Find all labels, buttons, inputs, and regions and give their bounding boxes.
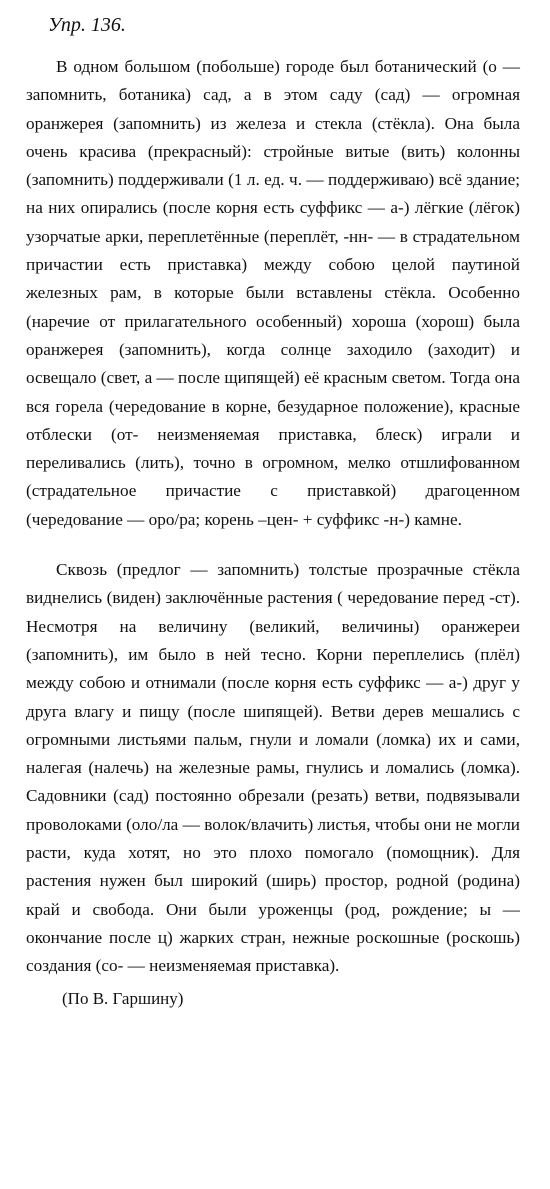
exercise-title: Упр. 136.: [48, 14, 126, 36]
paragraph-1: В одном большом (побольше) городе был ботанический (о — запомнить, ботаника) сад, а в этом саду (сад) — огромная оранжерея (запомнить) из железа и стекла (стёкла). Она была очень красива (прекрасный): стройные витые (вить) колонны (запомнить) поддерживали (1 л. ед. ч. — поддерживаю) всё здание; на них опирались (после корня есть суффикс — а-) лёгкие (лёгок) узорчатые арки, переплетённые (переплёт, -нн- — в страдательном причастии есть приставка) между собою целой паутиной железных рам, в которые были вставлены стёкла. Особенно (наречие от прилагательного особенный) хороша (хорош) была оранжерея (запомнить), когда солнце заходило (заходит) и освещало (свет, а — после щипящей) её красным светом. Тогда она вся горела (чередование в корне, безударное положение), красные отблески (от- неизменяемая приставка, блеск) играли и переливались (лить), точно в огромном, мелко отшлифованном (страдательное причастие с приставкой) драгоценном (чередование — оро/ра; корень –цен- + суффикс -н-) камне.: [26, 57, 521, 529]
source-attribution: (По В. Гаршину): [62, 988, 184, 1008]
paragraph-2: Сквозь (предлог — запомнить) толстые прозрачные стёкла виднелись (виден) заключённые растения ( чередование перед -ст). Несмотря на величину (великий, величины) оранжереи (запомнить), им было в ней тесно. Корни переплелись (плёл) между собою и отнимали (после корня есть суффикс — а-) друг у друга влагу и пищу (после шипящей). Ветви дерев мешались с огромными листьями пальм, гнули и ломали (ломка) их и сами, налегая (налечь) на железные рамы, гнулись и ломались (ломка). Садовники (сад) постоянно обрезали (резать) ветви, подвязывали проволоками (оло/ла — волок/влачить) листья, чтобы они не могли расти, куда хотят, но это плохо помогало (помощник). Для растения нужен был широкий (ширь) простор, родной (родина) край и свобода. Они были уроженцы (род, рождение; ы — окончание после ц) жарких стран, нежные роскошные (роскошь) создания (со- — неизменяемая приставка).: [26, 560, 520, 976]
